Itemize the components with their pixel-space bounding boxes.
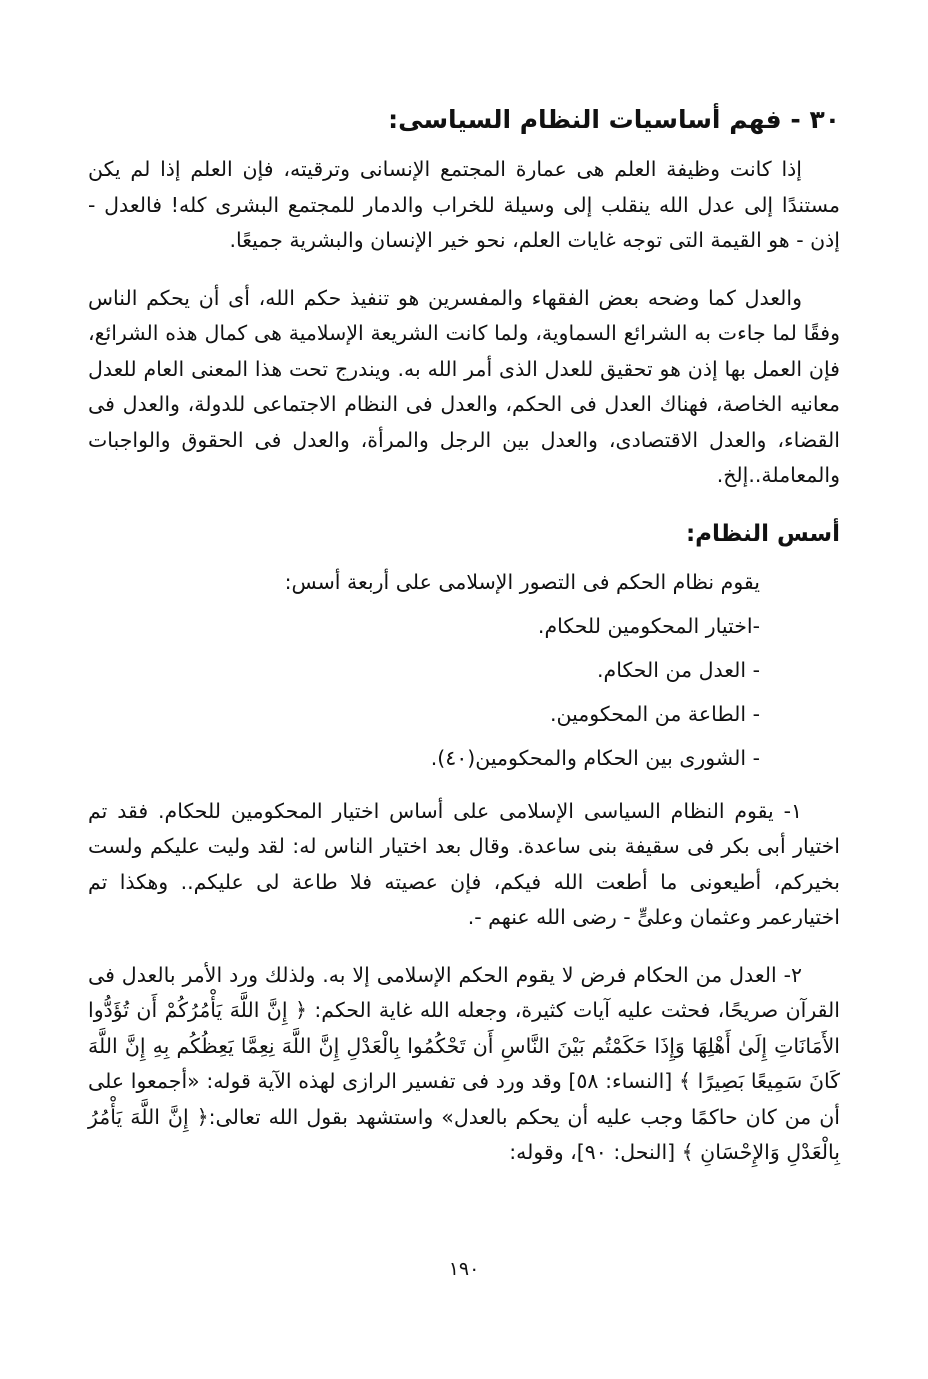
list-item: - الشورى بين الحكام والمحكومين(٤٠). — [430, 745, 760, 770]
list-item: -اختيار المحكومين للحكام. — [537, 613, 760, 638]
paragraph-science-justice: إذا كانت وظيفة العلم هى عمارة المجتمع الإنسانى وترقيته، فإن العلم إذا لم يكن مستندًا إلى عدل الله ينقلب إلى وسيلة للخراب والدمار للمجتمع البشرى كله! فالعدل - إذن - هو القيمة التى توجه غايات العلم، نحو خير الإنسان والبشرية جميعًا. — [88, 157, 840, 252]
page-content — [88, 102, 840, 1193]
foundations-intro: يقوم نظام الحكم فى التصور الإسلامى على أربعة أسس: — [284, 569, 760, 594]
paragraph-justice-of-rulers: ٢- العدل من الحكام فرض لا يقوم الحكم الإسلامى إلا به. ولذلك ورد الأمر بالعدل فى القرآن صريحًا، فحثت عليه آيات كثيرة، وجعله الله غاية الحكم: ﴿ إِنَّ اللَّهَ يَأْمُرُكُمْ أَن تُؤَدُّوا الأَمَانَاتِ إِلَىٰ أَهْلِهَا وَإِذَا حَكَمْتُم بَيْنَ النَّاسِ أَن تَحْكُمُوا بِالْعَدْلِ إِنَّ اللَّهَ نِعِمَّا يَعِظُكُم بِهِ إِنَّ اللَّهَ كَانَ سَمِيعًا بَصِيرًا ﴾ [النساء: ٥٨] وقد ورد فى تفسير الرازى لهذه الآية قوله: «أجمعوا على أن من كان حاكمًا وجب عليه أن يحكم بالعدل» واستشهد بقول الله تعالى:﴿ إِنَّ اللَّهَ يَأْمُرُ بِالْعَدْلِ وَالإِحْسَانِ ﴾ [النحل: ٩٠]، وقوله: — [88, 962, 840, 1164]
list-item: - العدل من الحكام. — [597, 657, 760, 682]
foundations-list — [88, 604, 840, 780]
section-heading: ٣٠ - فهم أساسيات النظام السياسى: — [388, 105, 840, 134]
paragraph-choosing-rulers: ١- يقوم النظام السياسى الإسلامى على أساس اختيار المحكومين للحكام. فقد تم اختيار أبى بكر فى سقيفة بنى ساعدة. وقال بعد اختيار الناس له: لقد وليت عليكم ولست بخيركم، أطيعونى ما أطعت الله فيكم، فإن عصيته فلا طاعة لى عليكم.. وهكذا تم اختيارعمر وعثمان وعلىٍّ - رضى الله عنهم -. — [88, 798, 840, 929]
list-item: - الطاعة من المحكومين. — [550, 701, 760, 726]
paragraph-justice-meaning: والعدل كما وضحه بعض الفقهاء والمفسرين هو تنفيذ حكم الله، أى أن يحكم الناس وفقًا لما جاءت به الشرائع السماوية، ولما كانت الشريعة الإسلامية هى كمال هذه الشرائع، فإن العمل بها إذن هو تحقيق للعدل الذى أمر الله به. ويندرج تحت هذا المعنى العام للعدل معانيه الخاصة، فهناك العدل فى الحكم، والعدل فى النظام الاجتماعى للدولة، والعدل فى القضاء، والعدل الاقتصادى، والعدل بين الرجل والمرأة، والعدل فى الحقوق والواجبات والمعاملة..إلخ. — [88, 285, 840, 487]
page-number: ١٩٠ — [448, 1258, 480, 1280]
subheading-foundations: أسس النظام: — [685, 520, 840, 547]
